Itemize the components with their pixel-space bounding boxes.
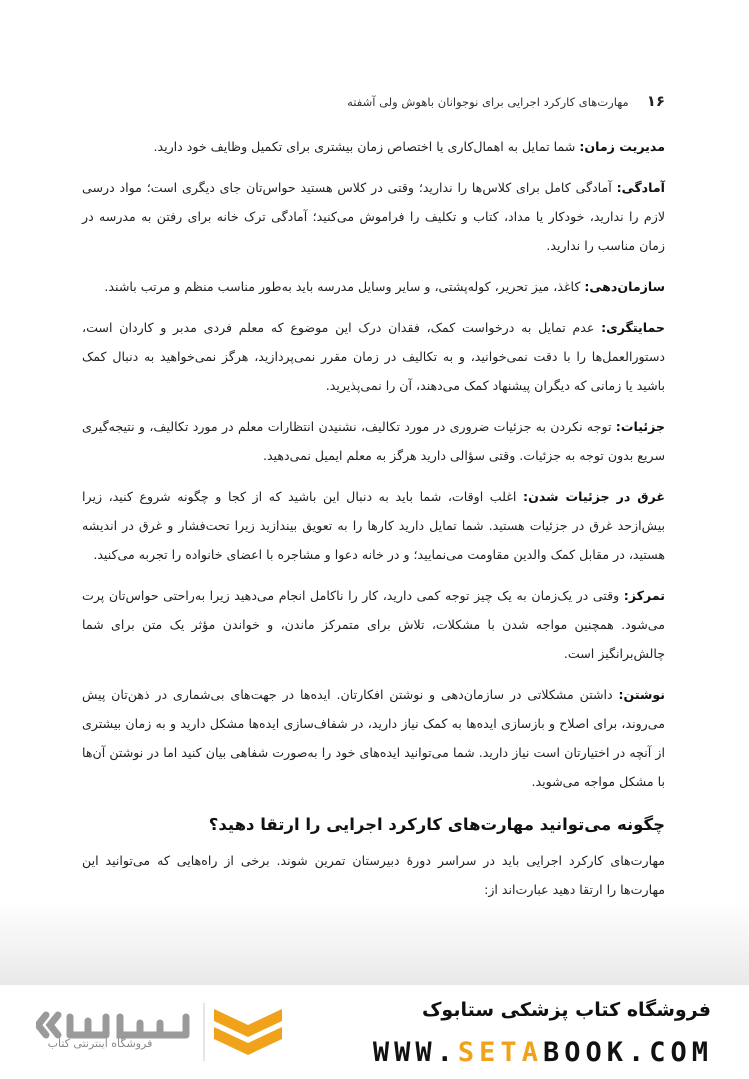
paragraph-advocacy bbox=[82, 313, 665, 400]
paragraph-focus bbox=[82, 581, 665, 668]
term-label: جزئیات: bbox=[615, 419, 665, 434]
page-header bbox=[92, 92, 665, 110]
term-label: آمادگی: bbox=[616, 180, 665, 195]
paragraph-text: شما تمایل به اهمال‌کاری یا اختصاص زمان بیشتری برای تکمیل وظایف خود دارید. bbox=[153, 139, 580, 154]
paragraph-text: اغلب اوقات، شما باید به دنبال این باشید که از کجا و چگونه شروع کنید، زیرا بیش‌ازحد غرق در جزئیات هستید. شما تمایل دارید کارها را به تعویق بیندازید زیرا تحت‌فشار و غرق در اندیشه هستید، در مقابل کمک والدین مقاومت می‌نمایید؛ و در خانه دعوا و مشاجره با اعضای خانواده را تجربه می‌کنید. bbox=[82, 489, 665, 562]
paragraph-text: داشتن مشکلاتی در سازمان‌دهی و نوشتن افکارتان. ایده‌ها در جهت‌های بی‌شماری در ذهن‌تان پیش می‌روند، برای اصلاح و بازسازی ایده‌ها به کمک نیاز دارید، در شفاف‌سازی ایده‌ها مشکل دارید و به زمان بیشتری از آنچه در اختیارتان است نیاز دارید. شما می‌توانید ایده‌های خود را به‌صورت شفاهی بیان کنید اما در نوشتن آن‌ها با مشکل مواجه می‌شوید. bbox=[82, 687, 665, 789]
setabook-logo bbox=[36, 995, 296, 1069]
chevron-mark-icon bbox=[214, 1009, 282, 1055]
paragraph-organization bbox=[82, 272, 665, 301]
term-label: تمرکز: bbox=[623, 588, 665, 603]
term-label: غرق در جزئیات شدن: bbox=[523, 489, 665, 504]
logo-tagline: فروشگاه اینترنتی کتاب bbox=[47, 1037, 153, 1050]
paragraph-writing bbox=[82, 680, 665, 796]
term-label: نوشتن: bbox=[618, 687, 665, 702]
store-banner bbox=[0, 985, 749, 1079]
paragraph-text: توجه نکردن به جزئیات ضروری در مورد تکالیف، نشنیدن انتظارات معلم در مورد تکالیف، و نتیجه‌گیری سریع بدون توجه به جزئیات. وقتی سؤالی دارید هرگز به معلم ایمیل نمی‌دهید. bbox=[82, 419, 665, 463]
paragraph-text: آمادگی کامل برای کلاس‌ها را ندارید؛ وقتی در کلاس هستید حواس‌تان جای دیگری است؛ مواد درسی لازم را ندارید، خودکار یا مداد، کتاب و تکلیف را فراموش می‌کنید؛ آمادگی ترک خانه برای رفتن به مدرسه در زمان مناسب را ندارید. bbox=[82, 180, 665, 253]
paragraph-text: وقتی در یک‌زمان به یک چیز توجه کمی دارید، کار را ناکامل انجام می‌دهید زیرا به‌راحتی حواس‌تان پرت می‌شود. همچنین مواجه شدن با مشکلات، تلاش برای متمرکز ماندن، و خواندن مؤثر یک متن برای شما چالش‌برانگیز است. bbox=[82, 588, 665, 661]
page-body bbox=[82, 132, 665, 916]
paragraph-details bbox=[82, 412, 665, 470]
paragraph-overwhelmed bbox=[82, 482, 665, 569]
url-accent: SETA bbox=[457, 1037, 543, 1068]
running-title: مهارت‌های کارکرد اجرایی برای نوجوانان باهوش ولی آشفته bbox=[347, 95, 629, 109]
url-suffix: BOOK.COM bbox=[542, 1037, 713, 1068]
section-intro: مهارت‌های کارکرد اجرایی باید در سراسر دورهٔ دبیرستان تمرین شوند. برخی از راه‌هایی که می‌توانید این مهارت‌ها را ارتقا دهید عبارت‌اند از: bbox=[82, 853, 665, 897]
paragraph-text: کاغذ، میز تحریر، کوله‌پشتی، و سایر وسایل مدرسه باید به‌طور مناسب منظم و مرتب باشند. bbox=[104, 279, 585, 294]
term-label: حمایتگری: bbox=[601, 320, 665, 335]
term-label: سازمان‌دهی: bbox=[584, 279, 665, 294]
store-url-link[interactable] bbox=[373, 1037, 713, 1068]
store-name: فروشگاه کتاب پزشکی ستابوک bbox=[421, 999, 711, 1021]
term-label: مدیریت زمان: bbox=[579, 139, 665, 154]
logo-wordmark-icon bbox=[38, 1015, 186, 1035]
section-heading: چگونه می‌توانید مهارت‌های کارکرد اجرایی را ارتقا دهید؟ bbox=[208, 815, 665, 834]
paragraph-time-management bbox=[82, 132, 665, 161]
paragraph-text: عدم تمایل به درخواست کمک، فقدان درک این موضوع که معلم فردی مدبر و کاردان است، دستورالعمل‌ها را با دقت نمی‌خوانید، و به تکالیف در زمان مقرر نمی‌پردازید، هرگز نمی‌خواهید به دنبال کمک باشید یا زمانی که دیگران پیشنهاد کمک می‌دهند، آن را نمی‌پذیرید. bbox=[82, 320, 665, 393]
url-prefix: WWW. bbox=[372, 1037, 458, 1068]
paragraph-preparedness bbox=[82, 173, 665, 260]
page-number: ۱۶ bbox=[646, 92, 665, 110]
